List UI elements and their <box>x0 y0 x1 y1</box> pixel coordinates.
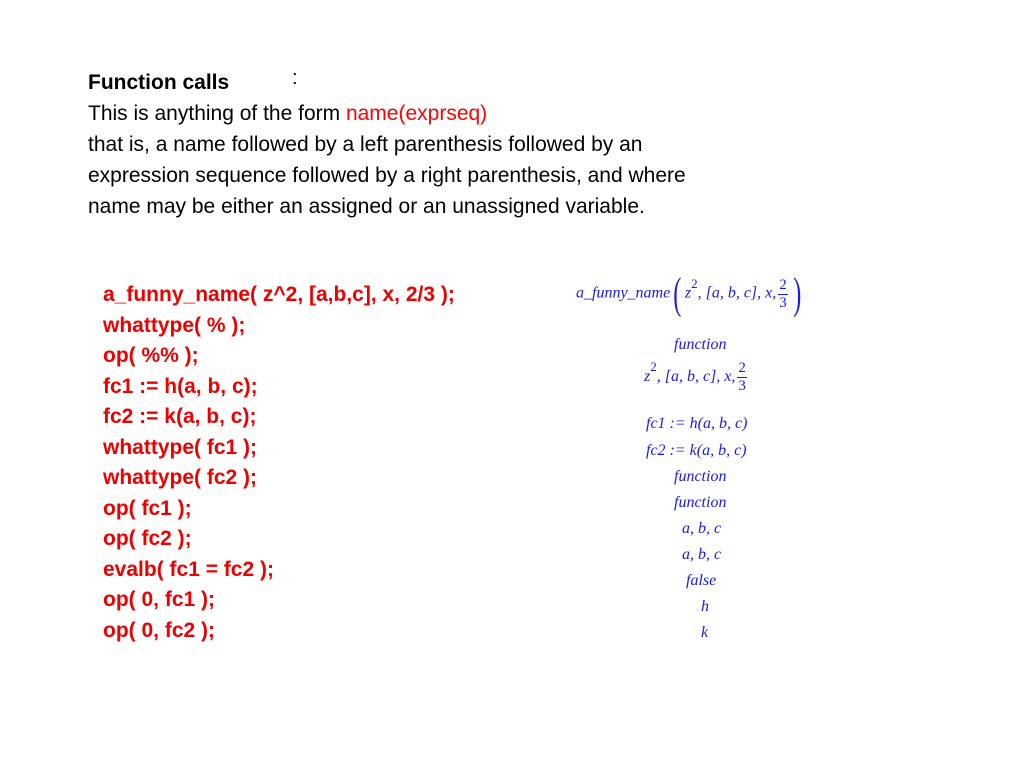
fraction-denominator: 3 <box>779 294 787 311</box>
code-line: op( fc2 ); <box>103 527 192 550</box>
output-seq-z: z <box>644 368 651 386</box>
code-listing <box>103 280 455 646</box>
code-line: op( fc1 ); <box>103 496 192 520</box>
slide-heading: Function calls <box>88 71 230 94</box>
intro-line-1-prefix: This is anything of the form <box>88 102 346 125</box>
intro-line-4: name may be either an assigned or an unassigned variable. <box>88 195 645 218</box>
output-type-fc1: function <box>674 468 727 485</box>
code-line: whattype( fc1 ); <box>103 435 258 459</box>
left-paren-icon: ( <box>673 269 682 318</box>
code-line: whattype( % ); <box>103 313 246 337</box>
code-line: a_funny_name( z^2, [a,b,c], x, 2/3 ); <box>103 283 455 306</box>
intro-text <box>88 67 848 222</box>
heading-colon: : <box>292 67 298 89</box>
output-op0-fc1: h <box>701 598 709 615</box>
output-op-fc1: a, b, c <box>682 520 722 537</box>
output-op-fc2: a, b, c <box>682 546 722 563</box>
output-seq-fraction <box>737 360 747 395</box>
seq-fraction-numerator: 2 <box>738 360 746 376</box>
output-z: z <box>684 284 692 302</box>
right-paren-icon: ) <box>793 269 802 318</box>
seq-fraction-denominator: 3 <box>738 378 746 394</box>
output-seq-rest: , [a, b, c], x, <box>656 368 736 386</box>
output-fc2-assign: fc2 := k(a, b, c) <box>646 442 747 459</box>
output-evalb: false <box>686 572 717 589</box>
intro-line-1 <box>88 98 848 129</box>
code-line: fc1 := h(a, b, c); <box>103 374 258 398</box>
intro-line-3: expression sequence followed by a right parenthesis, and where <box>88 164 686 187</box>
output-type-fc2: function <box>674 494 727 511</box>
output-exponent: 2 <box>691 275 698 291</box>
code-line: op( 0, fc1 ); <box>103 588 216 611</box>
output-funny-name <box>576 269 804 318</box>
code-line: evalb( fc1 = fc2 ); <box>103 557 274 581</box>
code-line: op( %% ); <box>103 344 199 367</box>
code-line: op( 0, fc2 ); <box>103 618 216 642</box>
syntax-highlight: name(exprseq) <box>345 102 488 125</box>
output-whattype-1: function <box>674 336 727 353</box>
output-funny-name-label: a_funny_name <box>576 284 671 302</box>
output-fc1-assign: fc1 := h(a, b, c) <box>646 415 748 432</box>
fraction-numerator: 2 <box>779 276 787 293</box>
output-fraction <box>778 277 788 312</box>
output-sequence <box>644 360 749 395</box>
code-line: fc2 := k(a, b, c); <box>103 405 257 428</box>
code-line: whattype( fc2 ); <box>103 466 258 489</box>
output-op0-fc2: k <box>701 624 709 641</box>
output-seq-exponent: 2 <box>650 359 657 375</box>
intro-line-2: that is, a name followed by a left parenthesis followed by an <box>88 133 643 156</box>
output-list-x: , [a, b, c], x, <box>697 284 777 302</box>
